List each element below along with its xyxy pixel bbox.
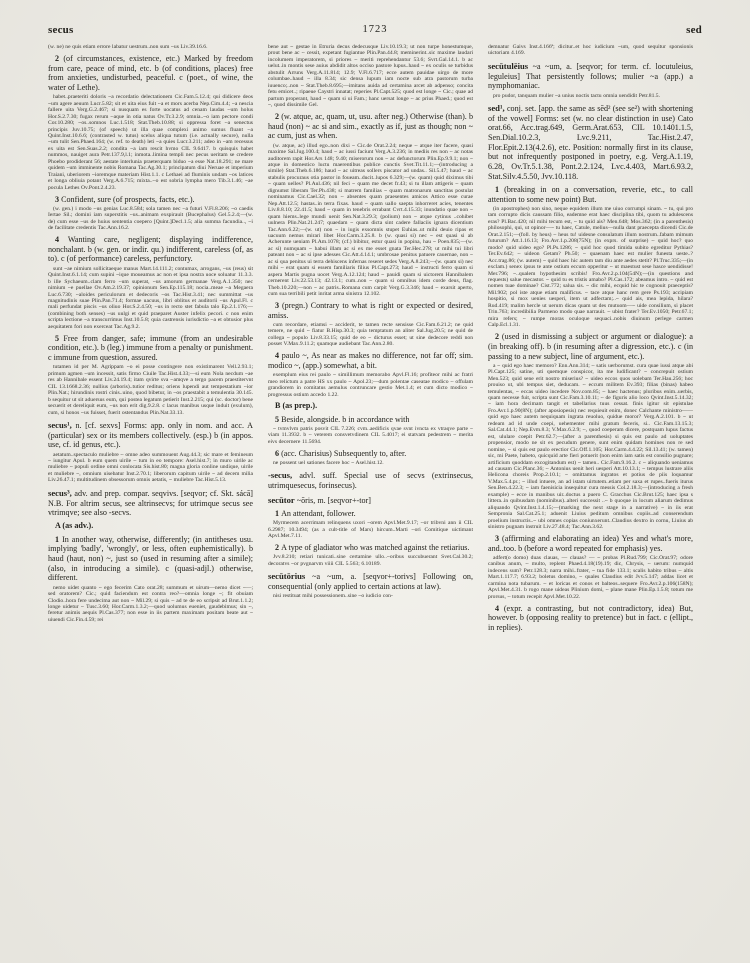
block-text: sunt ~ae nimium sollicitaeque manus Mart.14.111.2; contumax, arrogans, ~us (reus) sit Quint.Inst.6.1.14; cum supini ~ique moueamus ac non et ipsa nostra uoce soluatur 11.3.3. b ille Sychaeum..clam ferro ~um superat, ~us amorum germanae Verg.A.1.350; nec nimium ~e puellae Ov.Am.2.19.37; opinionum Sen.Ep.115.18; nocia..meae ~a Megaera Luc.6.730; ~aloides periculorum et dedecoris ~os Tac.Hist.3.41; nec summittat ~us magnitudinis suae Plin.Pan.71.4; formae uacuus, libri oblitus et auditorii ~us Apul.Fl. c mali perfundat piscis ~us oliuo Hor.S.2.4.50; ~us in recto stet fabula talo Ep.2.1.176;—(combining both senses) ~us uulgi et quid praeparet Auster infelix pecori. c non enim scripta lectione ~a transcurrimus Inst.10.5.8; quia castrensis iurisdictio ~a et obtusior plus aequitatem fori non exerceat Tac.Ag.9.2. [48, 265, 253, 330]
block-text: (as prep.). [282, 401, 318, 411]
cite-block [488, 555, 693, 600]
block-text: Wanting care, negligent; displaying indifference, nonchalant. b (w. gen. or indir. qu.) indifferent, careless (of, as to). c (of performance) careless, perfunctory. [48, 235, 253, 264]
running-head-left: secus [48, 24, 74, 36]
block-text: a ~ quid ego haec memoro? Enn.Ann.314; ~ satis uerborumst. cura quae iussi atque abi Pl.Capt.125; satine, uti quemque conspicor, ita me ludificant? ~ concrepuit ostium Men.523; quid sene erit nostro miserius? ~ uideo eccos quos uolebam Ter.Hau.256; hoc prouiso ut, ubi tempus siet, deducam. ~ eccum militem Ev.393; filias (binas) habeo temulentas, ~ eccas uideo incedere Nov.com.85; ~ haec hactenus; pluribus enim..uerbis, quam necesse fuit, scripta sunt Cic.Fam.3.10.11; ~ de figuris alio loco Qvint.Inst.5.14.32; ~ iam hora decimam tangit et tabellarius tuus cessat. finis igitur sit epistulae Fro.Avr.1.p.90(8N); (after aposiopesis) nec requieuit enim, donec Calchante ministro—— quid ego haec autem nequiquam ingrata reuoluo, quidue moror? Verg.A.2.101. b ~ ut redeam ad id unde coepi, uehementer mihi gratum feceris, si.. Cic.Fam.13.15.3; Sal.Cat.44.1; Nep.Evm.8.3; V.Max.6.2.9; ~, quod coeperam dicere, postquam lupus factus est, ululare coepit Petr.62.7;—(after a parenthesis) si quis est paulo ad uoluptates propensior, modo ne sit ex pecudum genere, sunt enim quidam homines non re sed nomine, ~ si quis est paulo erectior Cic.Off.1.105; Hor.Carm.4.4.22; Sil.13.41; (w. tamen) sic, mi Paete, habeto, quicquid arte fieri potuerit (non enim iam satis est consilio pugnare; artificium quoddam excogitandum est) ~ tamen.. Cic.Fam.9.16.2. c ~ aliquando ueniamus ad causam Cic.Planc.36; ~ Antonius uenit heri uesperi Att.10.13.1; ~ tempus lustrare aliis Helicona choreis Prop.2.10.1; ~ omittamus ingratos et potius de piis loquamur V.Max.5.4.pr.; ~ illud intuere, an ad istam uirtutem..etiam per saxa et rupes..fueris iturus Sen.Ben.4.22.3; ~ iam faenisicia insequitur cura messis Col.2.18.3;—(introducing a fresh example) ~ ecce in manibus uir..doctus a puero C. Gracchus Cic.Brut.125; haec ipsa s littera..in quibusdam (nominibus)..alteri successit ..~ b quoque in locum aliarum dedimus aliquando Qvint.Inst.1.4.15;—(marking the next stage in a narrative) ~ in iis erat Sempronia Sal.Cat.25.1; aduenit Liuius peditum omnibus copiis..ad conserendum proelium instructis..~ ubi omnes copias coniunxerunt..Claudius dextro in cornu, Liuius ab sinistro pugnam instruit Liv.27.48.4; Tac.Ann.3.62. [488, 362, 693, 531]
running-head [48, 24, 702, 36]
lemma: secūtor [268, 494, 295, 505]
block-text: ne possent uel sationes facere hoc ~ Asel.hist.12. [273, 459, 384, 466]
cite-block [48, 206, 253, 232]
sense-number: 2 [275, 112, 282, 122]
block-text: bene aut ~ gestae in Etruria decus dedecusque Liv.10.19.3; ut non turpe honestumque, prout bene ac ~ cessit, expetant fugiantue Plin.Pan.44.8; meminerint..sic maxime laudari incolumem imperatorem, si priores ~ meriti reprehendantur 53.6; Svrt.Gal.14.1. b ac uelut..in montis sese auius abdidit altos occiso pastore lupus..haud ~ ex oculis se turbidus abstulit Arruns Verg.A.11.814; 12.9; V.Fl.6.717; ecce autem pauidae uirgo de more columbae..haud ~ illa 8.34; sic densa lupum iam nocte sub atra pastorum turba iuuenco;..non ~ Stat.Theb.8.695;—imitans auida ad certamina arcet ab adpenso; concita fetu emicet..; ripaeue Caystri innatat; reperies Pl.Capt.525; quod est longe ~ Cic.; quae ad partum properant, haud ~ quam si ui Fam.; hanc uersat longe ~ ac prius Phaed.; quod est ~, quod dissimile Gel. [268, 44, 473, 109]
block-text: (w. gen.) i modo ~us genias Luc.8.584; sola tamen nec ~a futuri V.Fl.8.206; ~o caedis Iertae Sil.; domini iam superstitis ~us..animam exspirauit (Bucephalus) Gel.5.2.4;—(w. de) cum esse ~us de huius sententia coepero [Quint.]Decl.1.5; alia summa facundia.., ~i de facilitate credentis Tac.Ann.16.2. [48, 205, 253, 232]
sense-block [488, 604, 693, 633]
block-text: adfert(o domo) duas clauas, — clauas? — ~ probas Pl.Rud.799; Cic.Orat.97; odore canibus anum, ~ multo, replent Phaed.4.18(19).19; dic, Chrysis, ~ uerum: numquid indecens sum? Petr.128.3; narra mihi..frater, ~ tua fide 133.1; scalis habito tribus ~ altis Mart.1.117.7; 6.93.2; boletus domino, ~ quales Claudius edit Jvv.5.147; addas licet et carmina nota tubarum. ~ et loricas et conos et balteos..sequere Fro.Avr.2.p.106(158N); Apvl.Met.4.31. b rogo mane uideas Plinium domi, ~ plane mane Plin.Ep.1.5.8; totum me prorsus, ~ totum recepit Apvl.Met.10.22. [488, 554, 693, 600]
block-text: n. [cf. sexvs] Forms: app. only in nom. and acc. A (particular) sex or its members collectively. (esp.) b (in appos. use, cf. id genus, etc.). [48, 420, 253, 450]
sense-block [48, 334, 253, 363]
block-text: demnatur Gaivs Inst.4.166ª; dicitur..et hoc iudicium ~um, quod sequitur sponsionis uictoriam 4.169. [488, 44, 693, 57]
sense-block [48, 54, 253, 93]
sense-number: 4 [495, 603, 504, 613]
block-text: exemplum eius rei paulo ~ simillimum memorabo Apvl.Fl.16; profiteor mihi ac fratri meo relictum a patre HS xx paulo ~ Apol.23;—dum polentae caseatae modico ~ offulam grandiorem in comitatus aemulus contruncare gestio Met.1.4; et cum dicto modico ~ progressus ostium accedo 1.22. [268, 372, 473, 398]
sense-number: 1 [495, 185, 505, 195]
block-text: conj. set. [app. the same as sēd² (see se²) with shortening of the vowel] Forms: set (w. no clear distinction in use) Cato orat.66, Acc.trag.649, Germ.Arat.653, CIL 10.1401.1.5, Sen.Dial.10.2.3, Lvc.9.211, Tac.Hist.2.47, Flor.Epit.2.13(4.2.6), etc. Position: normally first in its clause, but not infrequently postponed in poetry, e.g. Verg.A.1.19, 6.28, Ov.Tr.5.1.38, Pont.2.2.124, Lvc.4.403, Mart.6.93.2, Stat.Silv.4.5.50, Jvv.10.118. [488, 103, 693, 181]
sense-block [268, 543, 473, 553]
sense-number: B [275, 401, 283, 411]
block-text: (breaking in on a conversation, reverie, etc., to call attention to some new point) But. [488, 185, 693, 204]
block-text: pro pudor, tanquam mulier ~a unius noctis tactu omnia uendidit Petr.81.5. [493, 92, 660, 99]
entry-block [268, 496, 473, 506]
sense-block [48, 535, 253, 584]
sense-block [268, 509, 473, 519]
block-text: nisi restituat mihi possessionem..sine ~o iudicio con- [273, 593, 393, 600]
sense-number: 4 [55, 235, 68, 245]
block-text: advl. suff. Special use of secvs (extrinsecus, utrimquesecus, forinsecus). [268, 471, 473, 491]
lemma: -secus, [268, 470, 293, 481]
block-text: cum recordare, etiamsi ~ acciderit, te tamen recte sensisse Cic.Fam.6.21.2; ne quid temere, ne quid ~ fiatur B.Hisp.30.3; quia temptatum an aliter Sal.Jug.20.5; ne quid de collega ~ populo Liv.8.33.15; quid de eo ~ dicturus esset; ut sine dedecore reddi non posset V.Max.9.11.2; quamque audiebant Tac.Ann.2.80. [268, 321, 473, 348]
block-text: ~a ~um, a. [seqvor+-torivs] Following on, consequential (only applied to certain actions at law). [268, 572, 473, 591]
section-block [268, 401, 473, 411]
cite-block [48, 364, 253, 416]
cite-block [488, 363, 693, 531]
entry-block [48, 489, 253, 518]
block-text: (expr. a contrasting, but not contradictory, idea) But, however. b (opposing reality to pretence) but in fact. c (ellipt., in replies). [488, 603, 693, 632]
sense-block [48, 235, 253, 264]
lemma: secus³, [48, 487, 72, 498]
sense-number: 3 [55, 194, 62, 204]
block-text: (w. atque, ac, quam, ut, usu. after neg.) Otherwise (than). b haud (non) ~ ac si and sim., exactly as if, just as though; non ~ ac cum, just as when. [268, 112, 473, 141]
block-text: (in apostrophes) non sino, neque equidem illum me uiuo corrumpi sinam. ~ tu, qui pro tam corrupto dicis caussam filio, eademne erat haec disciplina tibi, quom tu adulescens eras? Pl.Bac.420; nil mihi tecum est, ~ tu quid ais? Men.648; Mos.362; (in a parenthesis) philosophi, qui, ut opinor—~ tu haec, Catule, melius—nulla dant praecepta dicendi Cic.de Orat.2.151;—(foll. by heus) ~ heus tu! uidesne consulatum illum nostrum..fabam mimum futurum? Att.1.16.13; Fro.Avr.1.p.208(75N); (in exprs. of surprise) ~ quid hoc? quo modo? quid uideo ego? Pl.Ps.1286; ~ quid hoc quod timida subito egreditur Pythias? Ter.Ev.642; ~ uideon Getam? Ph.50; ~ quaenam haec est mulier funesta ueste..? Acc.trag.86; (w. autem) ~ quid haec hic autem tam diu ante aedes stetit? Pl.Truc.335;—(in exclam.) senex ipsus te ante ostium eccum opperitur ~ ut maestust sese hasce uendidisse! Mer.796; ~..qualem hypothesim scribis! Fro.Avr.2.p.104(54N);—(in questions and requests) salue mecastor. ~ quid tu es tristis amabo? Pl.Cas.172; abeamus intro. ~ quid est nomen tuae dominae? Cist.772; salua sis. ~ dic mihi, ecquid hic te cognouit praeceptis? Mil.902; pol iste atque etiam malificus. ~ tace atque hanc rem gere Ps.193; accipiam hospitio, si mox uenies uesperi, item ut adfectam;..~ quid ais, mea lepida, hilara? Rud.419; malim hercle ut uerum dicas quam ut des mutuom—~ uide consilium, si placet Trin.763; incredibilia Parmeno modo quae narrauit. ~ ubist frater? Ter.Ev.1050; Petr.67.1; mira refers; ~ rumpe moras oculoque sequaci..nobis diuinum perlege carmen Calp.Ecl.1.31. [488, 206, 693, 329]
running-head-right: sed [686, 24, 702, 36]
column-2 [268, 44, 473, 944]
sense-block [268, 449, 473, 459]
cite-block [268, 520, 473, 539]
cite-block [268, 426, 473, 445]
sense-number: 4 [275, 351, 282, 361]
block-text: (of circumstances, existence, etc.) Marked by freedom from care, peace of mind, etc. b (of conditions, places) free from anxieties, undisturbed, peaceful. c (poet., of wine, the water of Lethe). [48, 53, 253, 93]
block-text: ~ōris, m. [seqvor+-tor] [294, 495, 371, 505]
block-text: Jvv.8.210; retiari tunicati..sine certamine ullo..~oribus succubuerant Svet.Cal.30.2; decoratvs ~or pvgnarvm viiii CIL 5.563; 6.10189. [268, 554, 473, 567]
cite-block [268, 554, 473, 567]
sense-number: 6 [275, 448, 282, 458]
sense-number: 1 [275, 508, 282, 518]
sense-number: 2 [495, 332, 502, 342]
block-text: tutamen id per M. Agrippam ~o ei posse contingere non existimarent Vell.2.93.1; primum agmen ~um incessit, satis firmo Ciuile Tac.Hist.4.33;—si eum Nola necdum ~ae res ab Hannibale essent Liv.24.19.4; itam qvirte sva ~amqve a tergo pacem praestitervnt CIL 13.1668.2.36; nullius (arboris)..tutior reditus; oriens lupendi aut tempestatium ~ior Plin.Nat.; hirundinis rostri cinis..uino, quod bibetur, in ~os praestabit a temulentia 30.145. b sequitur ut sit aduersus eum, qui postea legatum petierit Inst.2.215; qui (sc. doctor) bene secuerit et dereliquit eum, ~us non erit dig.9.2.8. c lacus manibus usque induit (exulum), cum, si honos ~us fuisset, fuerit ostentandus Plin.Nat.33.13. [48, 364, 253, 416]
block-text: adv. and prep. compar. seqvivs. [seqvor; cf. Skt. sácā] N.B. For altrim secus, see altrinsecvs; for utrimque secus see vtrimqve; see also -secvs. [48, 488, 253, 518]
block-text: Beside, alongside. b in accordance with [281, 414, 410, 424]
column-1 [48, 44, 253, 944]
cite-block [48, 44, 253, 50]
cite-block [48, 94, 253, 191]
cite-block [268, 593, 473, 599]
cite-block [48, 266, 253, 331]
section-block [48, 521, 253, 531]
cite-block [48, 585, 253, 624]
sense-number: 1 [55, 534, 63, 544]
cite-block [488, 44, 693, 57]
block-text: ~a ~um, a. [seqvor; for term. cf. locutuleius, leguleius] That persistently follows; mulier ~a (app.) a nymphomaniac. [488, 61, 693, 91]
block-text: Confident, sure (of prospects, facts, etc.). [61, 194, 195, 204]
column-3 [488, 44, 693, 944]
cite-block [268, 143, 473, 298]
sense-block [488, 185, 693, 204]
block-text: Myrmecem acerrimam relinquens uxori ~orem Apvl.Met.9.17; ~or tribvni ann ii CIL 6.2987; 10.3494; (as a cult-title of Mars) hircum..Marti ~ori Comitique uictimant Apvl.Met.7.11. [268, 520, 473, 540]
lemma: secus¹, [48, 419, 72, 430]
block-text: Free from danger, safe; immune (from an undesirable condition, etc.). b (leg.) immune from a penalty or punishment. c immune from question, assured. [48, 333, 253, 363]
sense-number: 5 [275, 414, 282, 424]
block-text: (acc. Charisius) Subsequently to, after. [281, 448, 407, 458]
block-text: (used in dismissing a subject or argument or dialogue): a (in breaking off). b (in resuming after a digression, etc.). c (in passing to a new subject, line of argument, etc.). [488, 332, 693, 361]
sense-block [268, 301, 473, 320]
block-text: An attendant, follower. [281, 508, 356, 518]
sense-number: 2 [55, 53, 64, 63]
block-text: (as adv.). [62, 521, 94, 531]
sense-number: 2 [275, 543, 282, 553]
lemma: sed¹, [488, 102, 505, 113]
block-text: (affirming and elaborating an idea) Yes and what's more, and..too. b (before a word repeated for emphasis) yes. [488, 534, 693, 553]
sense-number: 5 [55, 333, 64, 343]
entry-block [268, 572, 473, 591]
sense-number: A [55, 521, 63, 531]
cite-block [488, 93, 693, 99]
sense-block [488, 534, 693, 553]
block-text: (pregn.) Contrary to what is right or expected or desired, amiss. [268, 301, 473, 320]
sense-block [268, 112, 473, 141]
sense-block [268, 415, 473, 425]
lemma: secūtulēius [488, 60, 529, 71]
entry-block [488, 104, 693, 182]
block-text: habet..praeteriti doloris ~a recordatio delectationem Cic.Fam.5.12.4; qui didicere deos ~um agere aeuum Lucr.5.82; sit et uita eius fuit ~a et mors acerba Nep.Cim.4.4; ~a nescia fallere uita Verg.G.2.467; si nusquam es forte uocatus ad cenam laudas ~um holus Hor.S.2.7.30; fugax rerum ~aque in otia natus Ov.Tr.3.2.9; omnia..~o iam pectore condi Cor.10.280; ~os..somnos Luc.1.518; Stat.Theb.10.88; si oppressa foret ~a senectus principis Juv.10.75; (of speech) ut illa quae complexi animo sumus fluant ~a Quint.Inst.10.6.6; (contrasted w. tutus) scelus aliqua tutum (i.e. actually secure), nulla ~um tulit Sen.Phaed.164; (w. ref. to death) leti ~a quies Lucr.3.211; adeo in ~am recessus ex uita est Sen.Suas.2.2; condita ~a iam rescit hvmo CIL 9.6417. b quisquis habet nummos, nauiget aura Petr.137.9,l.1; inmota..limina templi nec pecus ueritam se credere Phoebo prodiderant 56; aestate interlunia praeterquam biduo ~a esse Nat.18.291; ne mare quidem ~um imminente nobis Romana Tac.Ag.30.1; principatum diui Neruae et imperium Traiani, uberiorem ~ioremque materiam Hist.1.1. c Lethaei ad fluminis undam ~os latices et longa obliuia potant Verg.A.6.715; mixta..~o est sobria lympha mero Tib.3.1.46; ~ae pocula Lethes Ov.Pont.2.4.23. [48, 94, 253, 191]
block-text: (w. ne) ne quis etiam errore labatur uestrum..non sum ~us Liv.39.16.6. [48, 44, 208, 50]
cite-block [268, 460, 473, 466]
entry-block [268, 471, 473, 490]
text-columns [48, 44, 693, 944]
block-text: paulo ~, As near as makes no difference, not far off; sim. modico ~, (app.) somewhat, a bit. [268, 351, 473, 370]
entry-block [488, 62, 693, 91]
block-text: (w. atque, ac) illud ego..non dixi ~ Cic.de Orat.2.24; neque ~ atque iter facere, quasi maxime Sal.Jug.100.4; haud ~ ac iussi faciunt Verg.A.3.236; in mediis res non ~ ac notas auditorem rapit Hor.Ars 148; 9.40; miserorum non ~ ac defunctorum Plin.Ep.9.9.1; non ~ atque in domestico luctu maerentibus publice cunctis Svet.Tit.11.1;—(introducing a simile) Stat.Theb.6.186; haud ~ ac uitreas sollers piscator ad undas.. Sil.5.47; haud ~ ac stabulis procuraus otia pastor in foueam..ducit..lupos 6.329;—(w. quam) quid diximus tibi ~ quam uelles? Pl.Aul.436; nil feci ~ quam me decet fr.43; si tu illam attigeris ~ quam dignumst liberam Ter.Ph.438; si matrem familias ~ quam matronarum sanctitas postulat nominamus Cic.Cael.32; non ~ absentes quam praesentes amicos Attico esse curae Nep.Att.12.5; hastas..in terra fixas. haud ~ quam uallo saepta inhorreret acies, tenentes Liv.8.8.10; 22.41.5; haud ~ quam in tenebris errabant Cvrt.4.15.33; inundatio quae non ~ quam hiems..lege mundi uenit Sen.Nat.3.29.3; (polium) non ~ atque cytinus ..cohibet uulnera Plin.Nat.21.247; quaedam ~ quam dicta sint cadere fallaciis ignara dicentium Tac.Ann.6.22;—(w. ut) non ~ in iugis exsomnis stupet Euhias..ut mihi deuio ripas et uacuum nemus mirari libet Hor.Carm.3.25.8. b (w. quasi si) nec ~ est quasi si ab Acherunte ueniam Pl.Am.1078; (cf.) bibitur, estur quasi in popina, hau ~ Poen.835;—(w. ac si) numquam ~ habui illam ac si ex me esset gnata Ter.Hec.278; ut mihi tui libri pateant non ~ ac si ipse adesses Cic.Att.4.14.1; umbrosae penitus patuere cauernae, non ~ ac si qua penitus ui terra dehiscens infernas reseret sedes Verg.A.8.243;—(w. quam si) nec mihi ~ erat quam si essem familiaris filius Pl.Capt.273; haud ~ instructi ferro quam si aspera Martis pugna uocet Verg.A.12.124; haud ~ pauidi quam si uictorem Hannibalem cernerent Liv.22.53.13; 42.13.1; cum..non ~ quam si omnibus idem corde deus, flag. Theb.10.220;—non ~ ac patris..Romana cum carpit Verg.G.3.346; haud ~ exarsit aperto, cum sua terribili petit inritat arma sinistra 12.102. [268, 142, 473, 298]
sense-number: 3 [495, 534, 503, 543]
cite-block [268, 44, 473, 109]
block-text: A type of gladiator who was matched against the retiarius. [281, 543, 470, 553]
cite-block [268, 372, 473, 398]
block-text: nemo uidet quanto ~ ego fecerim Cato orat.28; summum et uirum—nemo dicet ~—; sed oratorem? Cic.; quid faciendum est contra reo?—omnia longe ~; fit obuiam Clodio..hora fere undecima aut non ~ Mil.29; si quis ~ ad te de eo scripsit ad Brut.1.1.2; longe uidetur ~ Tusc.3.60; Hor.Carm.1.3.2;—quod uolumus eueniet, gaudebimus; sin ~, feretur animis aequis Pl.Cas.377; non esse in iis partem maximam positam beate aut ~ uiuendi Cic.Fin.4.59; rei [48, 584, 253, 623]
lemma: secūtōrius [268, 571, 306, 582]
page-number: 1723 [362, 24, 388, 35]
cite-block [268, 322, 473, 348]
sense-block [488, 332, 693, 361]
sense-block [268, 351, 473, 370]
sense-block [48, 195, 253, 205]
block-text: In another way, otherwise, differently; (in antitheses usu. implying 'badly', 'wrongly', or less, often euphemistically). b haud (haut, non) ~, just so (used in resuming after a simile); (also, in introducing a simile). c (quasi-adjl.) otherwise, different. [48, 534, 253, 583]
block-text: ~ tvmvlvm patris posvit CIL 7.226; cvm..aedificis qvae svnt ivncta ex vtraqve parte ~ viam 11.3932. b ~ veterem consvetvdinem CIL 5.4017; ei statvam pedestrem ~ merita eivs decernere 11.5694. [268, 425, 473, 445]
sense-number: 3 [275, 301, 282, 311]
entry-block [48, 421, 253, 450]
cite-block [488, 206, 693, 329]
cite-block [48, 452, 253, 484]
block-text: aetatum..spectaculo muliebre ~ omne adeo summouent Aug.44.3; sic mare et femineum ~ iungitur Apul. b eum quem uirile ~ tum in eo tempore: Asel.hist.7; in muro uirile ac muliebre ~ populi ordine omni conlocata Sis.hist.80; magna gloria conline undique, uirile et muliebre ~, omnium uisebatur Inst.2.70.1; liberorum capitum uirile ~ ad decem milia Liv.26.47.1; multitudinem obsessorum omnis aetatis, ~ muliebre Tac.Hist.5.13. [48, 451, 253, 484]
